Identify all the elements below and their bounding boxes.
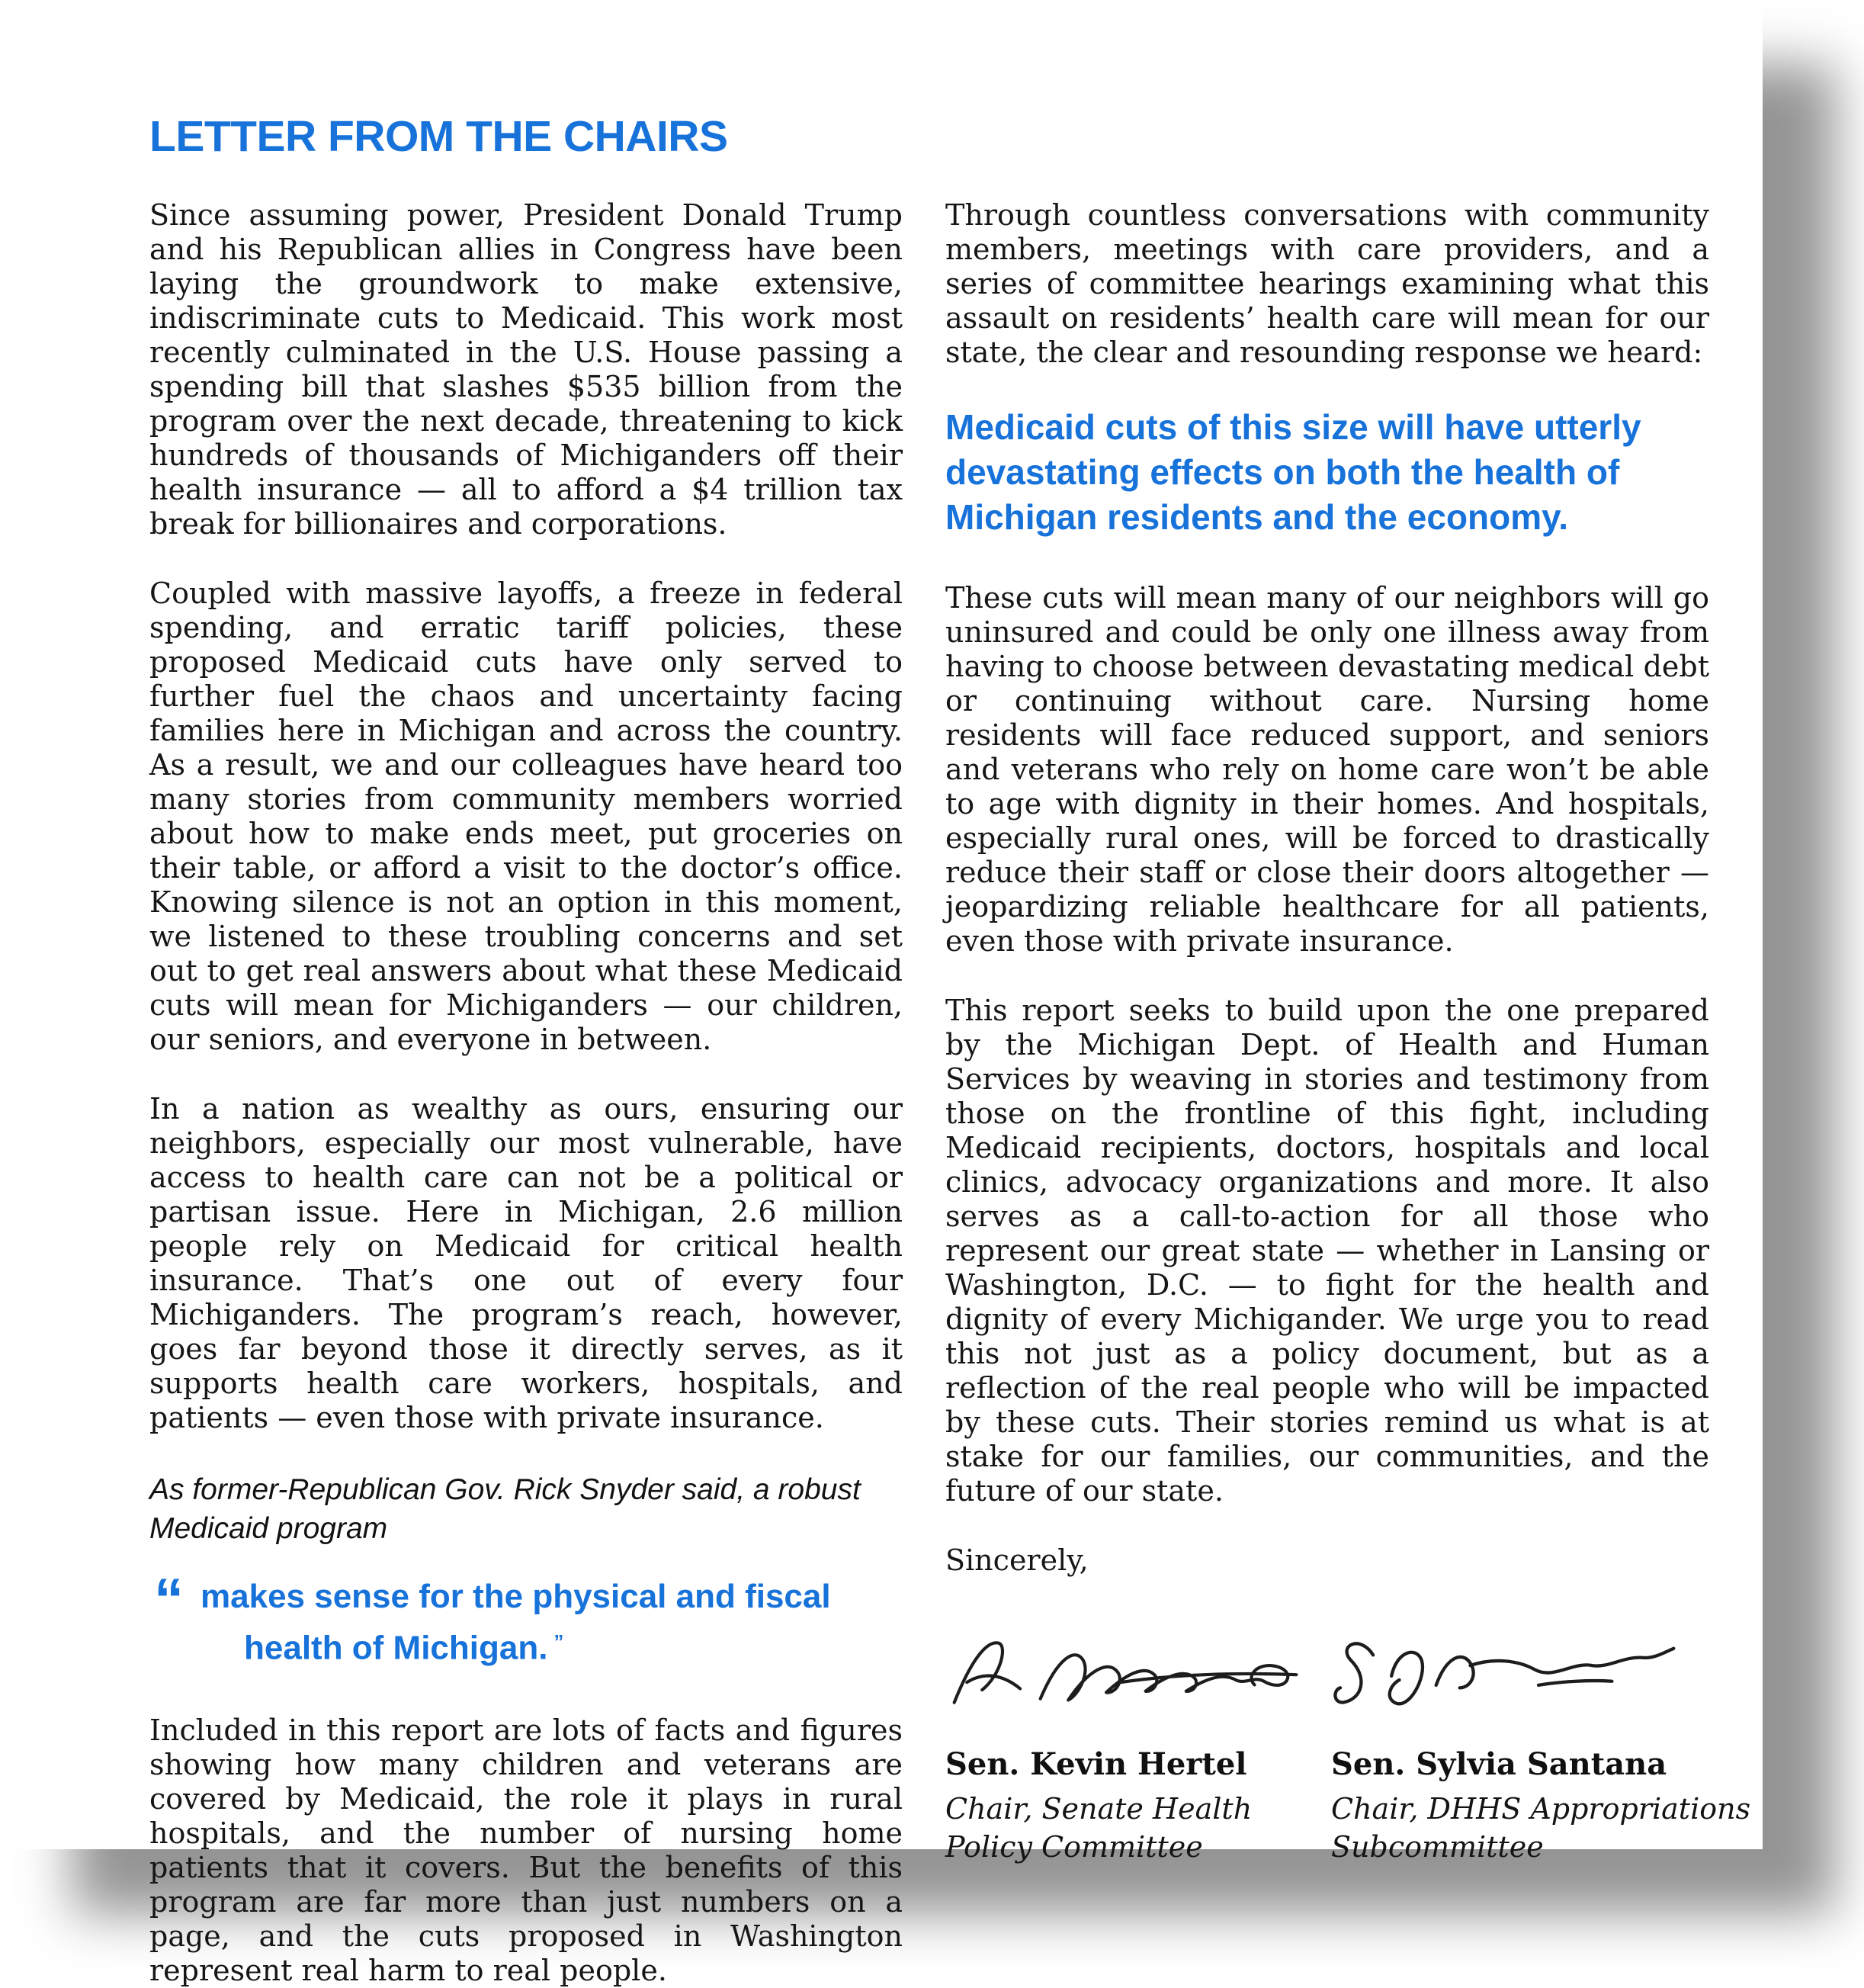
pull-quote	[149, 1566, 903, 1671]
paragraph: In a nation as wealthy as ours, ensuring our neighbors, especially our most vulnerable, have access to health care can not be a political or partisan issue. Here in Michigan, 2.6 million people rely on Medicaid for critical health insurance. That’s one out of every four Michiganders. The program’s reach, however, goes far beyond those it directly serves, as it supports health care workers, hospitals, and patients — even those with private insurance.	[149, 1092, 903, 1434]
sign-off: Sincerely,	[945, 1543, 1089, 1577]
paragraph: This report seeks to build upon the one prepared by the Michigan Dept. of Health and Human Services by weaving in stories and testimony from those on the frontline of this fight, including Medicaid recipients, doctors, hospitals and local clinics, advocacy organizations and more. It also serves as a call-to-action for all those who represent our great state — whether in Lansing or Washington, D.C. — to fight for the health and dignity of every Michigander. We urge you to read this not just as a policy document, but as a reflection of the real people who will be impacted by these cuts. Their stories remind us what is at stake for our families, our communities, and the future of our state.	[945, 994, 1709, 1508]
closing-paragraph: Included in this report are lots of facts and figures showing how many children and veterans are covered by Medicaid, the role it plays in rural hospitals, and the number of nursing home patients that it covers. But the benefits of this program are far more than just numbers on a page, and the cuts proposed in Washington represent real harm to real people.	[149, 1713, 903, 1988]
highlight-statement: Medicaid cuts of this size will have utterly devastating effects on both the health of Michigan residents and the economy.	[945, 407, 1641, 537]
paragraph: These cuts will mean many of our neighbors will go uninsured and could be only one illness away from having to choose between devastating medical debt or continuing without care. Nursing home residents will face reduced support, and seniors and veterans who rely on home care won’t be able to age with dignity in their homes. And hospitals, especially rural ones, will be forced to drastically reduce their staff or close their doors altogether — jeopardizing reliable healthcare for all patients, even those with private insurance.	[945, 581, 1709, 958]
signers-row	[945, 1744, 1751, 1866]
signer-block	[945, 1744, 1313, 1866]
two-column-layout	[149, 198, 1751, 1988]
signature-kevin-hertel-image	[945, 1617, 1313, 1733]
signer-name: Sen. Sylvia Santana	[1331, 1746, 1667, 1782]
signer-role-line: Chair, DHHS Appropriations	[1331, 1792, 1751, 1826]
paragraph: Since assuming power, President Donald Trump and his Republican allies in Congress have been laying the groundwork to make extensive, indiscriminate cuts to Medicaid. This work most recently culminated in the U.S. House passing a spending bill that slashes $535 billion from the program over the next decade, threatening to kick hundreds of thousands of Michiganders off their health insurance — all to afford a $4 trillion tax break for billionaires and corporations.	[149, 198, 903, 541]
pull-quote-text: makes sense for the physical and fiscal health of Michigan.	[201, 1578, 831, 1667]
signer-block	[1331, 1744, 1751, 1866]
paragraph: Coupled with massive layoffs, a freeze in federal spending, and erratic tariff policies, these proposed Medicaid cuts have only served to further fuel the chaos and uncertainty facing families here in Michigan and across the country. As a result, we and our colleagues have heard too many stories from community members worried about how to make ends meet, put groceries on their table, or afford a visit to the doctor’s office. Knowing silence is not an option in this moment, we listened to these troubling concerns and set out to get real answers about what these Medicaid cuts will mean for Michiganders — our children, our seniors, and everyone in between.	[149, 576, 903, 1056]
lead-paragraph: Through countless conversations with community members, meetings with care providers, and a series of committee hearings examining what this assault on residents’ health care will mean for our state, the clear and resounding response we heard:	[945, 198, 1709, 369]
signer-role-line: Chair, Senate Health	[945, 1792, 1253, 1826]
page-title: LETTER FROM THE CHAIRS	[149, 112, 728, 161]
close-quote-icon: ”	[553, 1632, 564, 1653]
open-quote-icon: “	[154, 1566, 184, 1633]
signer-role-line: Policy Committee	[945, 1830, 1203, 1864]
right-column	[945, 198, 1751, 1988]
signer-name: Sen. Kevin Hertel	[945, 1746, 1247, 1782]
signatures-row	[945, 1617, 1709, 1733]
signer-role-line: Subcommittee	[1331, 1830, 1544, 1864]
signature-sylvia-santana-image	[1331, 1617, 1699, 1733]
left-column	[149, 198, 903, 1988]
quote-attribution-intro: As former-Republican Gov. Rick Snyder said, a robust Medicaid program	[149, 1473, 861, 1545]
